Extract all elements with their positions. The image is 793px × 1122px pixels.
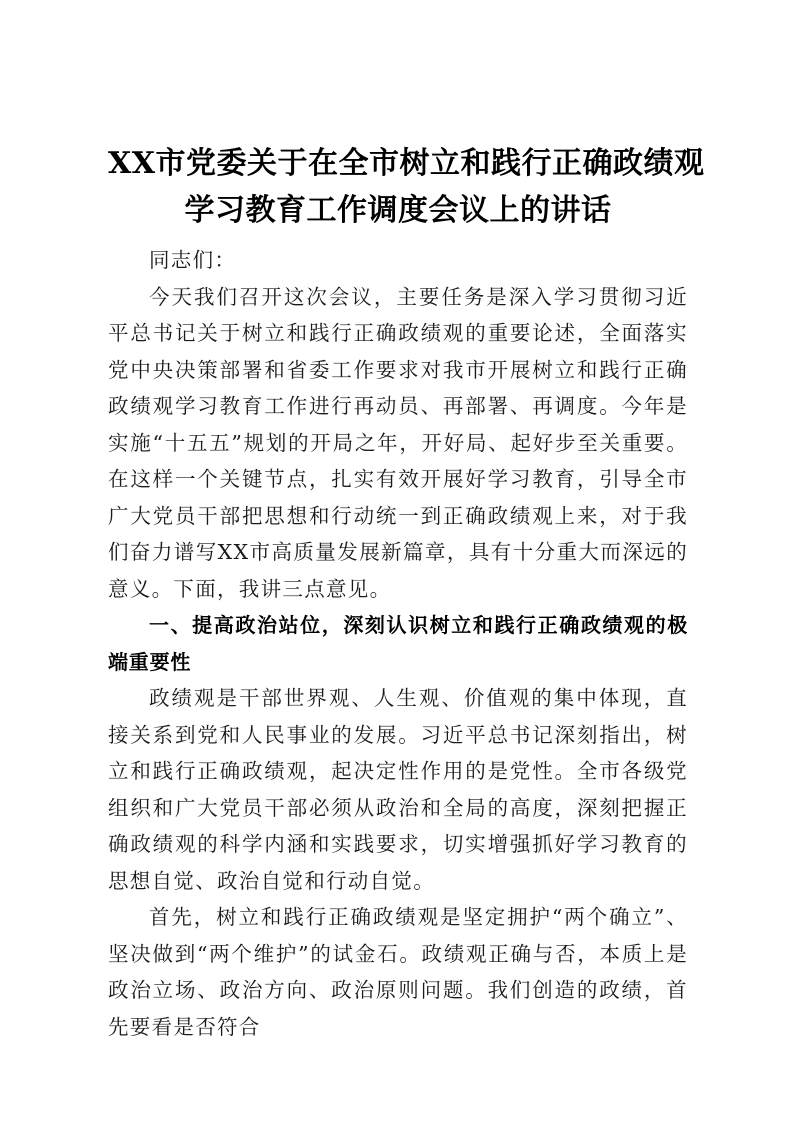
- document-body: [108, 242, 688, 1045]
- paragraph-2: 政绩观是干部世界观、人生观、价值观的集中体现，直接关系到党和人民事业的发展。习近平总书记深刻指出，树立和践行正确政绩观，起决定性作用的是党性。全市各级党组织和广大党员干部必须从政治和全局的高度，深刻把握正确政绩观的科学内涵和实践要求，切实增强抓好学习教育的思想自觉、政治自觉和行动自觉。: [108, 686, 688, 893]
- paragraph-intro: 今天我们召开这次会议，主要任务是深入学习贯彻习近平总书记关于树立和践行正确政绩观的重要论述，全面落实党中央决策部署和省委工作要求对我市开展树立和践行正确政绩观学习教育工作进行再动员、再部署、再调度。今年是实施“十五五”规划的开局之年，开好局、起好步至关重要。在这样一个关键节点，扎实有效开展好学习教育，引导全市广大党员干部把思想和行动统一到正确政绩观上来，对于我们奋力谱写XX市高质量发展新篇章，具有十分重大而深远的意义。下面，我讲三点意见。: [108, 284, 688, 601]
- section-heading-1: 一、提高政治站位，深刻认识树立和践行正确政绩观的极端重要性: [108, 613, 688, 674]
- document-title: [108, 140, 705, 234]
- title-line-1: XX市党委关于在全市树立和践行正确政绩观: [108, 146, 705, 181]
- paragraph-3: 首先，树立和践行正确政绩观是坚定拥护“两个确立”、坚决做到“两个维护”的试金石。政绩观正确与否，本质上是政治立场、政治方向、政治原则问题。我们创造的政绩，首先要看是否符合: [108, 905, 688, 1039]
- salutation: 同志们：: [149, 248, 237, 272]
- document-page: [108, 140, 705, 1045]
- title-line-2: 学习教育工作调度会议上的讲话: [184, 193, 612, 228]
